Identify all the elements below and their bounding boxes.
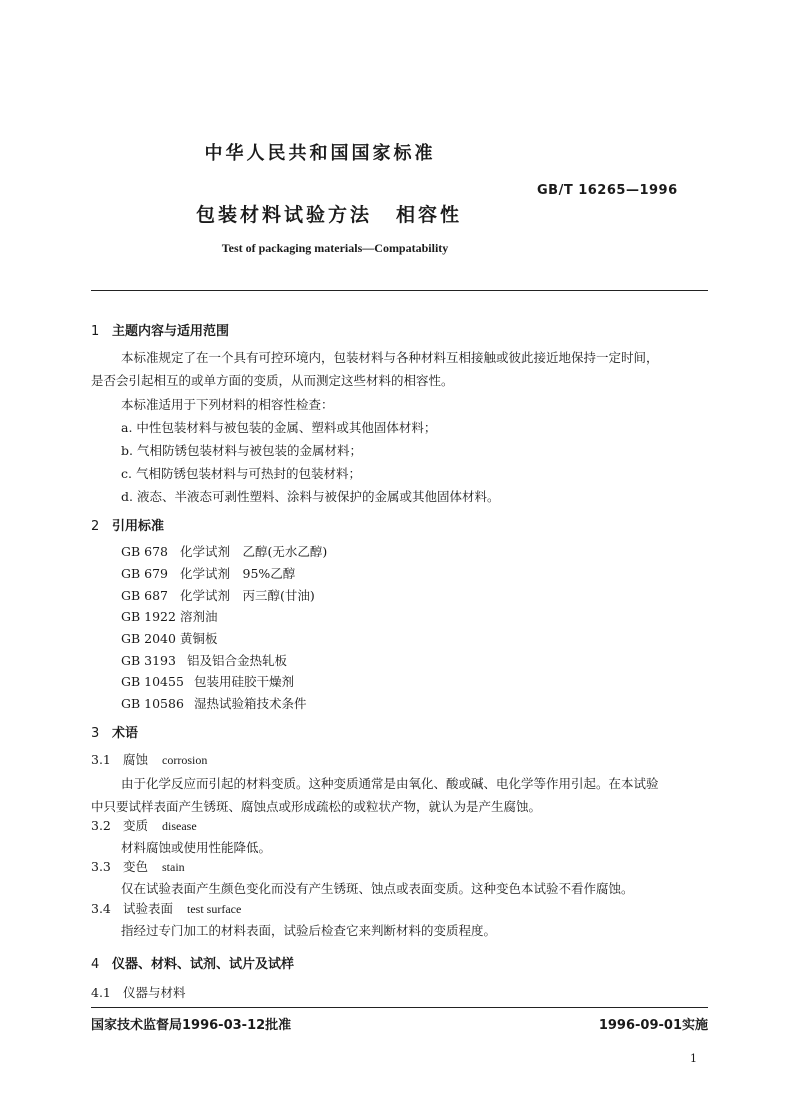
- reference-item: [121, 629, 218, 647]
- organization-title: 中华人民共和国国家标准: [204, 143, 436, 164]
- term-english: disease: [162, 819, 197, 833]
- section-1-item-d: d. 液态、半液态可剥性塑料、涂料与被保护的金属或其他固体材料。: [121, 489, 500, 504]
- reference-item: [121, 651, 287, 669]
- section-title: 术语: [112, 726, 139, 741]
- reference-code: GB 10455: [121, 674, 184, 689]
- term-3-3-def: 仅在试验表面产生颜色变化而没有产生锈斑、蚀点或表面变质。这种变色本试验不看作腐蚀。: [121, 881, 634, 896]
- term-name: 变质: [123, 818, 149, 833]
- term-3-1-def-line2: 中只要试样表面产生锈斑、腐蚀点或形成疏松的或粒状产物，就认为是产生腐蚀。: [91, 799, 542, 814]
- section-1-para2: 本标准适用于下列材料的相容性检查：: [121, 397, 334, 412]
- term-number: 3.4: [91, 901, 111, 916]
- term-english: test surface: [187, 902, 242, 916]
- reference-desc: 铝及铝合金热轧板: [187, 653, 288, 668]
- reference-desc: 黄铜板: [180, 631, 218, 646]
- section-1-para1-line2: 是否会引起相互的或单方面的变质，从而测定这些材料的相容性。: [91, 373, 454, 388]
- section-4-heading: [91, 953, 294, 972]
- section-1-item-b: b. 气相防锈包装材料与被包装的金属材料；: [121, 443, 362, 458]
- term-name: 腐蚀: [123, 752, 149, 767]
- header-divider: [91, 290, 708, 291]
- reference-desc: 湿热试验箱技术条件: [194, 696, 307, 711]
- term-english: corrosion: [162, 753, 208, 767]
- term-3-4: [91, 899, 241, 917]
- reference-item: [121, 586, 315, 604]
- section-title: 仪器、材料、试剂、试片及试样: [112, 957, 295, 972]
- section-2-heading: [91, 515, 164, 534]
- term-name: 试验表面: [123, 901, 174, 916]
- term-3-2: [91, 816, 197, 834]
- subsection-4-1: [91, 983, 186, 1001]
- section-3-heading: [91, 722, 138, 741]
- section-number: 4: [91, 957, 100, 972]
- term-3-1: [91, 750, 207, 768]
- subsection-number: 4.1: [91, 985, 111, 1000]
- section-1-para1-line1: 本标准规定了在一个具有可控环境内，包装材料与各种材料互相接触或彼此接近地保持一定时间，: [121, 350, 659, 365]
- reference-item: [121, 542, 327, 560]
- reference-desc: 化学试剂 95%乙醇: [180, 566, 296, 581]
- section-1-item-a: a. 中性包装材料与被包装的金属、塑料或其他固体材料；: [121, 420, 437, 435]
- section-number: 3: [91, 726, 100, 741]
- reference-desc: 化学试剂 丙三醇(甘油): [180, 588, 315, 603]
- term-english: stain: [162, 860, 185, 874]
- reference-code: GB 2040: [121, 631, 176, 646]
- section-title: 主题内容与适用范围: [112, 324, 230, 339]
- page-number: 1: [690, 1052, 697, 1065]
- reference-desc: 包装用硅胶干燥剂: [194, 674, 295, 689]
- term-3-4-def: 指经过专门加工的材料表面，试验后检查它来判断材料的变质程度。: [121, 923, 497, 938]
- reference-code: GB 687: [121, 588, 169, 603]
- reference-item: [121, 607, 218, 625]
- approval-date: 国家技术监督局1996-03-12批准: [91, 1018, 292, 1033]
- section-1-heading: [91, 320, 229, 339]
- term-name: 变色: [123, 859, 149, 874]
- reference-code: GB 678: [121, 544, 169, 559]
- section-title: 引用标准: [112, 519, 165, 534]
- term-3-1-def-line1: 由于化学反应而引起的材料变质。这种变质通常是由氧化、酸或碱、电化学等作用引起。在本试验: [121, 776, 659, 791]
- reference-code: GB 1922: [121, 609, 176, 624]
- section-1-item-c: c. 气相防锈包装材料与可热封的包装材料；: [121, 466, 361, 481]
- reference-desc: 化学试剂 乙醇(无水乙醇): [180, 544, 328, 559]
- term-number: 3.3: [91, 859, 111, 874]
- reference-item: [121, 694, 307, 712]
- standard-number: GB/T 16265—1996: [537, 183, 678, 198]
- term-3-2-def: 材料腐蚀或使用性能降低。: [121, 840, 272, 855]
- section-number: 1: [91, 324, 100, 339]
- title-cn-main: 包装材料试验方法: [196, 204, 373, 226]
- reference-item: [121, 672, 294, 690]
- term-number: 3.2: [91, 818, 111, 833]
- document-title-en: Test of packaging materials—Compatability: [221, 241, 449, 255]
- footer-divider: [91, 1007, 708, 1008]
- reference-desc: 溶剂油: [180, 609, 218, 624]
- reference-code: GB 10586: [121, 696, 184, 711]
- reference-code: GB 3193: [121, 653, 176, 668]
- reference-item: [121, 564, 295, 582]
- section-number: 2: [91, 519, 100, 534]
- term-3-3: [91, 857, 185, 875]
- document-title-cn: [196, 200, 462, 227]
- subsection-title: 仪器与材料: [123, 985, 186, 1000]
- term-number: 3.1: [91, 752, 111, 767]
- implementation-date: 1996-09-01实施: [598, 1018, 708, 1033]
- title-cn-sub: 相容性: [396, 204, 463, 226]
- reference-code: GB 679: [121, 566, 169, 581]
